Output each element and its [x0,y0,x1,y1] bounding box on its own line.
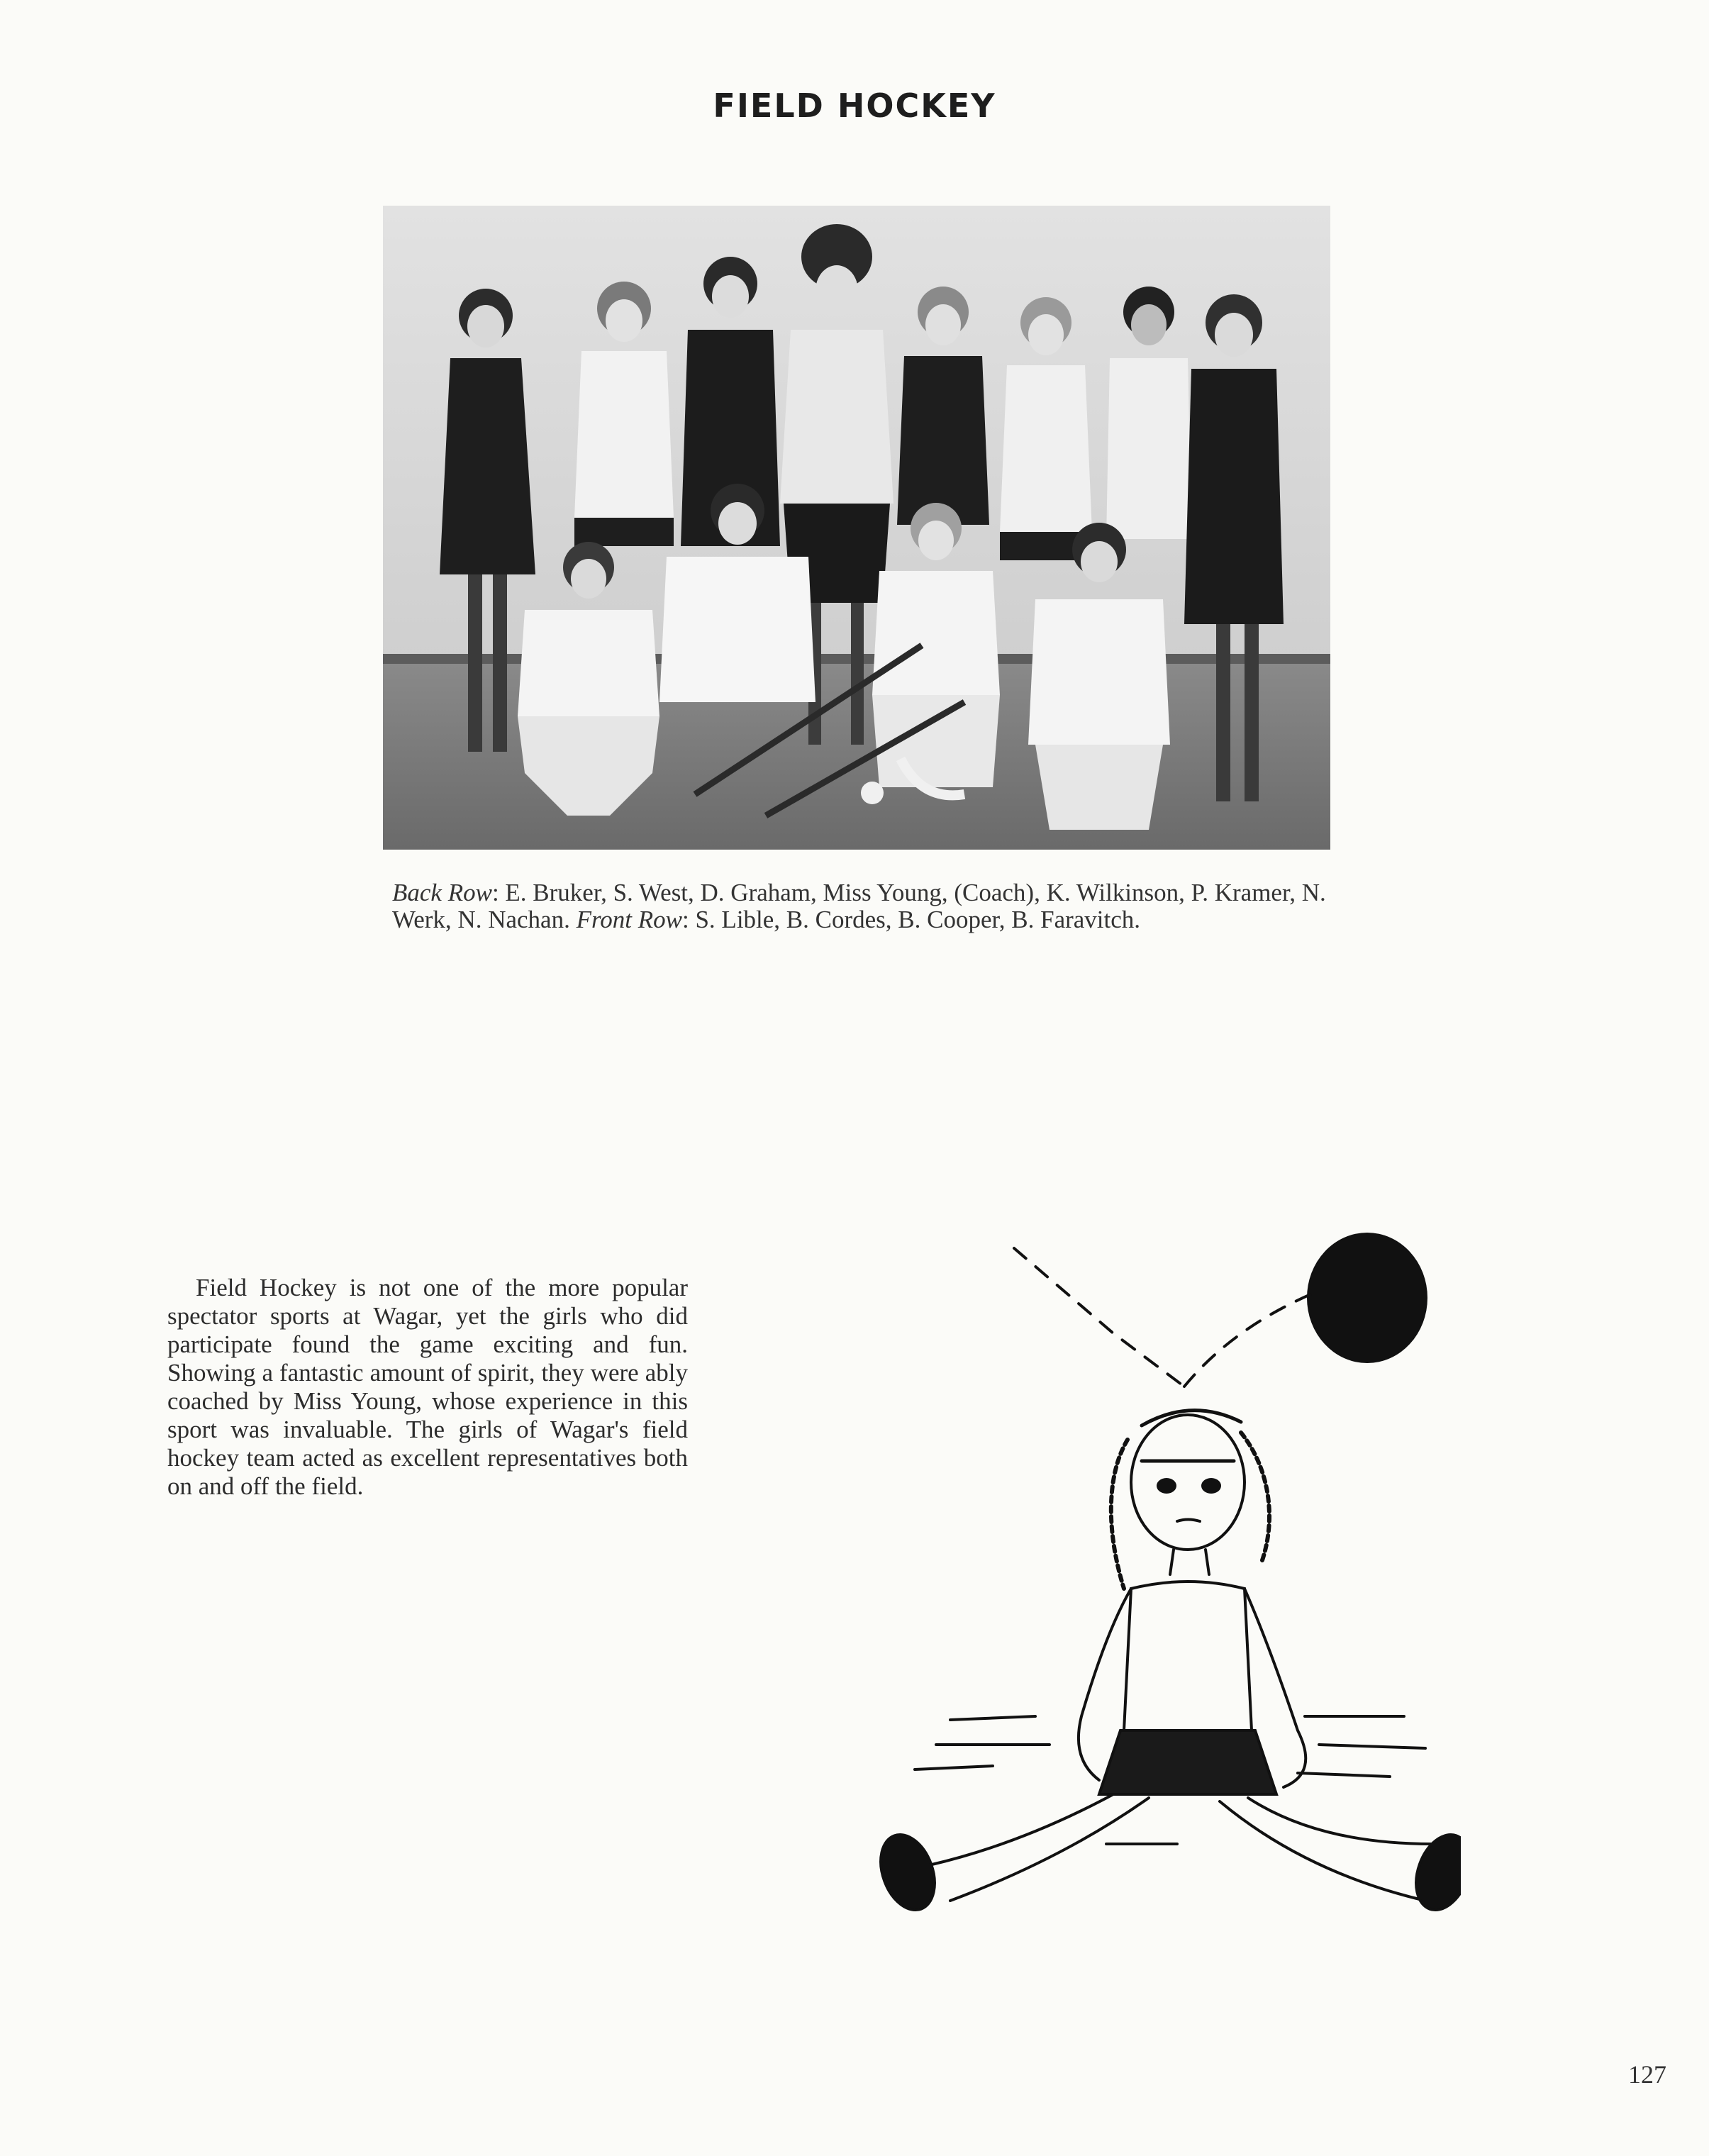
girl-sitting-with-ball-icon [808,1220,1461,1929]
back-row-names: E. Bruker, S. West, D. Graham, Miss Young, (Coach), K. Wilkinson, P. Kramer, N. Werk, N. Nachan. [392,879,1326,933]
page-title: FIELD HOCKEY [713,87,996,125]
front-row-names: S. Lible, B. Cordes, B. Cooper, B. Faravitch. [695,906,1141,933]
page-number: 127 [1628,2060,1666,2089]
photo-caption: Back Row: E. Bruker, S. West, D. Graham, Miss Young, (Coach), K. Wilkinson, P. Kramer, N. Werk, N. Nachan. Front Row: S. Lible, B. Cordes, B. Cooper, B. Faravitch. [392,879,1326,933]
article-text [167,1274,688,1501]
illustration [808,1220,1461,1929]
article-paragraph: Field Hockey is not one of the more popular spectator sports at Wagar, yet the girls who did participate found the game exciting and fun. Showing a fantastic amount of spirit, they were ably coached by Miss Young, whose experience in this sport was invaluable. The girls of Wagar's field hockey team acted as excellent representatives both on and off the field. [167,1274,688,1500]
team-photo-icon [383,206,1330,850]
team-photo [383,206,1330,850]
back-row-label: Back Row [392,879,492,906]
front-row-label: Front Row [576,906,682,933]
